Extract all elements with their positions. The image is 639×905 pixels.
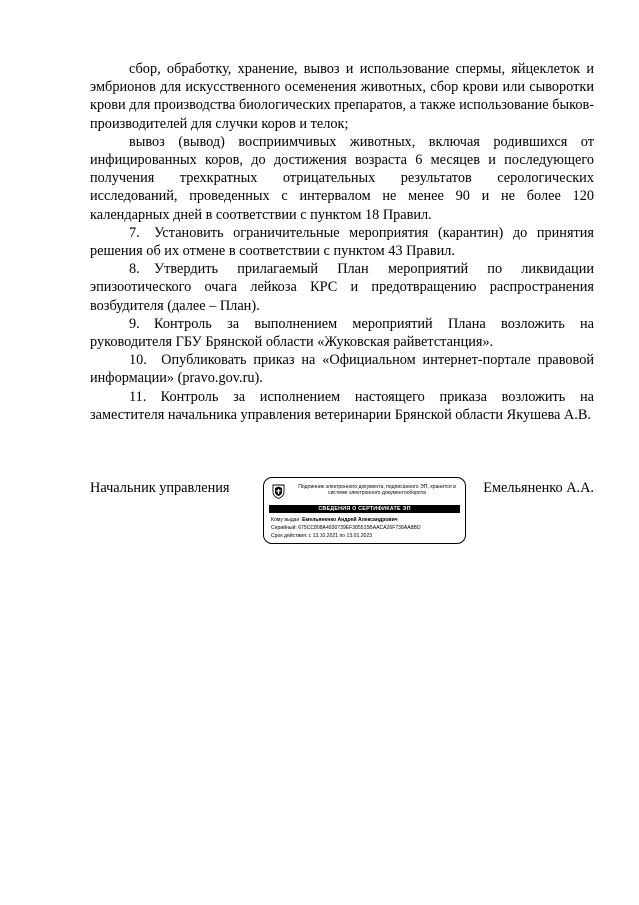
paragraph: сбор, обработку, хранение, вывоз и использование спермы, яйцеклеток и эмбрионов для искусственного осеменения животных, сбор крови или сыворотки крови для производства биологических препаратов, а также использование быков-производителей для случки коров и телок; [90, 61, 594, 132]
paragraph-item-8: 8. Утвердить прилагаемый План мероприятий по ликвидации эпизоотического очага лейкоза КРС и предотвращению распространения возбудителя (далее – План). [90, 261, 594, 314]
signature-block [90, 477, 594, 547]
certificate-validity [271, 533, 372, 539]
serial-value: 675CC808A4930739EF385515BAACA26F738AA8BD [298, 525, 421, 531]
paragraph: вывоз (вывод) восприимчивых животных, включая родившихся от инфицированных коров, до достижения возраста 6 месяцев и последующего получения трехкратных отрицательных результатов серологических исследований, проведенных с интервалом не менее 90 и не более 120 календарных дней в соответствии с пунктом 18 Правил. [90, 133, 594, 223]
owner-label: Кому выдан: [271, 517, 301, 523]
certificate-header: СВЕДЕНИЯ О СЕРТИФИКАТЕ ЭП [269, 505, 460, 513]
stamp-note: Подлинник электронного документа, подписанного ЭП, хранится в системе электронного документооборота [298, 484, 456, 496]
paragraph-item-11: 11. Контроль за исполнением настоящего приказа возложить на заместителя начальника управления ветеринарии Брянской области Якушева А.В. [90, 388, 594, 423]
owner-value: Емельяненко Андрей Александрович [302, 517, 398, 523]
validity-label: Срок действия: [271, 533, 308, 539]
document-body [90, 60, 594, 424]
paragraph-item-7: 7. Установить ограничительные мероприятия (карантин) до принятия решения об их отмене в соответствии с пунктом 43 Правил. [90, 224, 594, 260]
signatory-name: Емельяненко А.А. [483, 480, 594, 496]
serial-label: Серийный: [271, 525, 297, 531]
certificate-owner [271, 517, 398, 523]
electronic-signature-stamp [263, 477, 466, 544]
signatory-position: Начальник управления [90, 480, 230, 496]
coat-of-arms-icon [272, 484, 285, 499]
certificate-serial [271, 525, 421, 531]
paragraph-item-9: 9. Контроль за выполнением мероприятий Плана возложить на руководителя ГБУ Брянской области «Жуковская райветстанция». [90, 315, 594, 351]
validity-value: с 13.10.2021 по 13.01.2023 [308, 533, 373, 539]
paragraph-item-10: 10. Опубликовать приказ на «Официальном интернет-портале правовой информации» (pravo.gov.ru). [90, 352, 594, 387]
